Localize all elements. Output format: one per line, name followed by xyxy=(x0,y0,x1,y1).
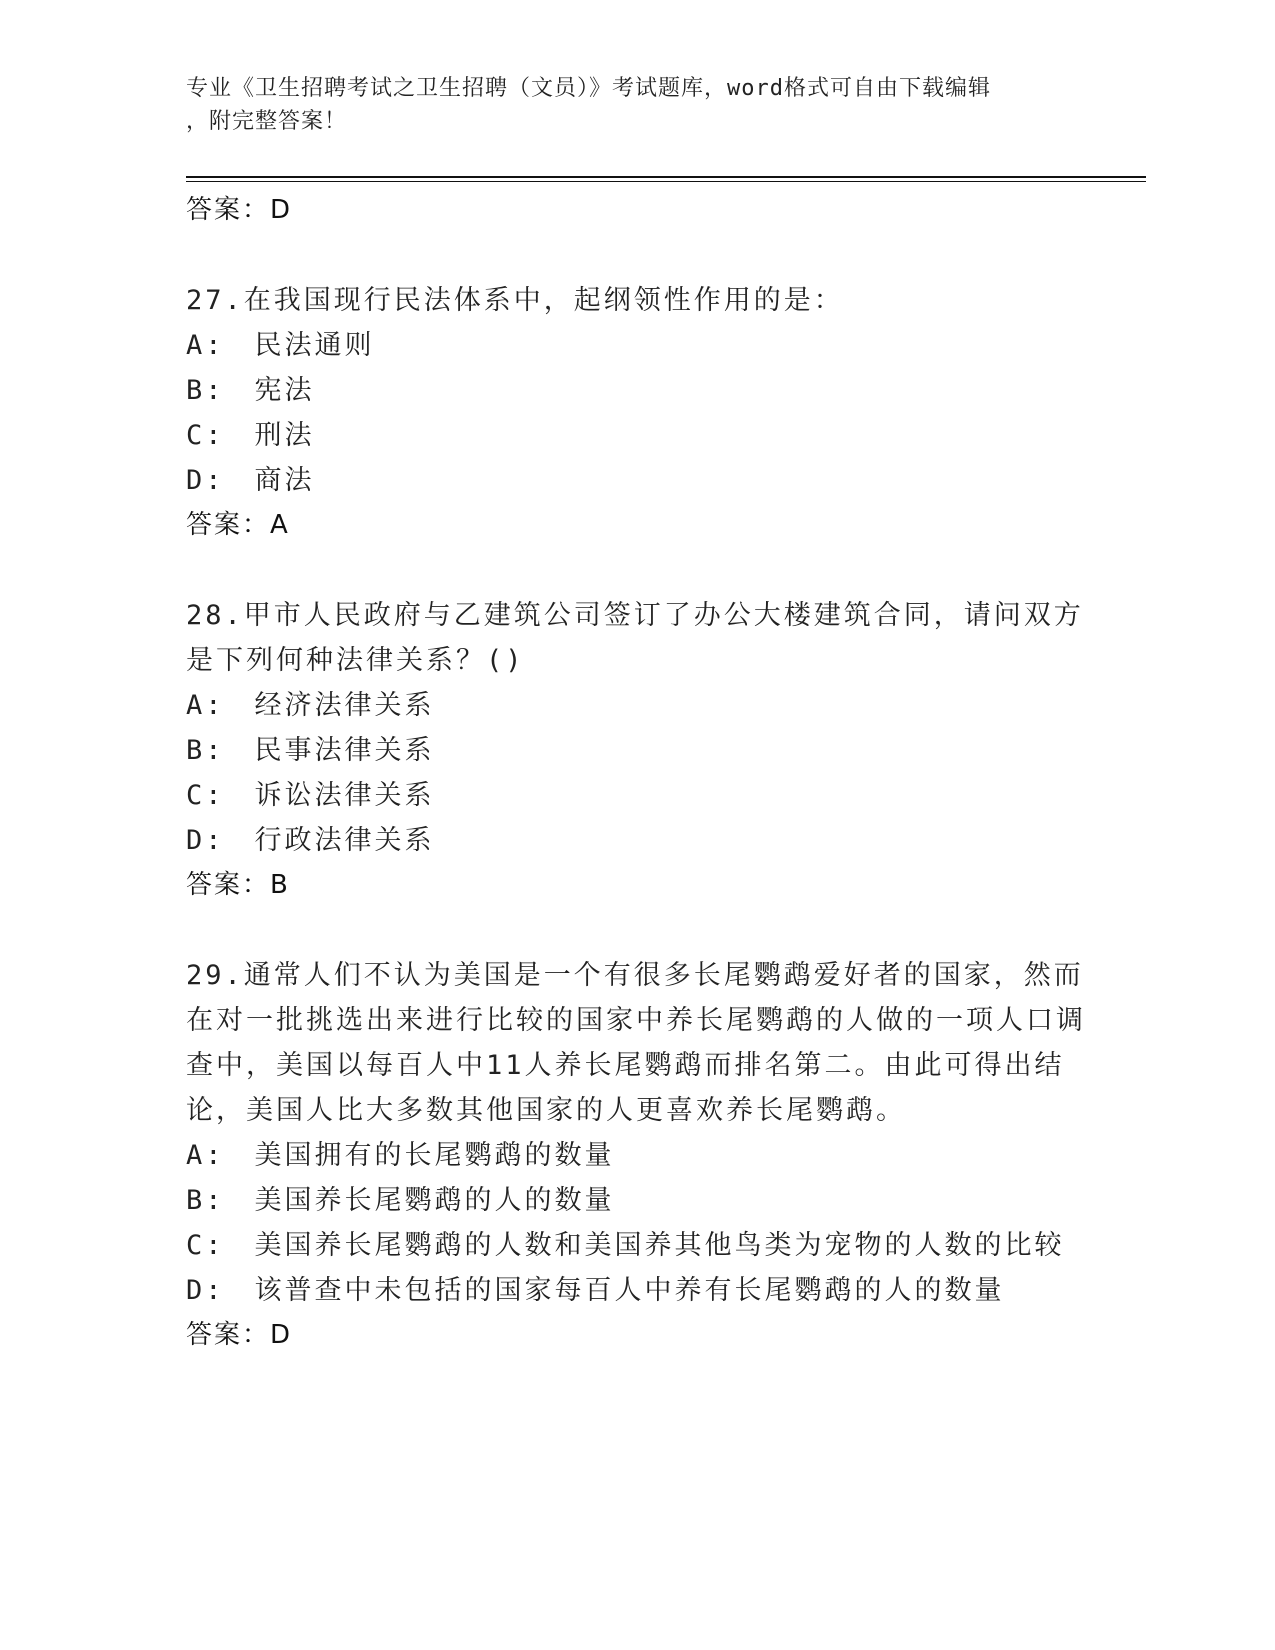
header-rule-thick xyxy=(186,176,1146,178)
previous-answer: 答案：D xyxy=(186,195,293,225)
answer-line: 答案：B xyxy=(186,870,290,900)
option-b: B: 美国养长尾鹦鹉的人的数量 xyxy=(186,1185,615,1216)
question-29 xyxy=(186,953,1086,1358)
option-a: A: 美国拥有的长尾鹦鹉的数量 xyxy=(186,1140,615,1171)
option-d: D: 行政法律关系 xyxy=(186,825,435,856)
question-text: 29.通常人们不认为美国是一个有很多长尾鹦鹉爱好者的国家，然而在对一批挑选出来进行比较的国家中养长尾鹦鹉的人做的一项人口调查中，美国以每百人中11人养长尾鹦鹉而排名第二。由此可得出结论，美国人比大多数其他国家的人更喜欢养长尾鹦鹉。 xyxy=(186,960,1086,1126)
header-line-2: ，附完整答案！ xyxy=(186,109,348,134)
page-header xyxy=(186,72,1066,138)
question-28 xyxy=(186,593,1086,908)
option-a: A: 经济法律关系 xyxy=(186,690,435,721)
header-rule-thin xyxy=(186,181,1146,182)
option-c: C: 诉讼法律关系 xyxy=(186,780,435,811)
option-c: C: 刑法 xyxy=(186,420,315,451)
option-b: B: 民事法律关系 xyxy=(186,735,435,766)
option-d: D: 商法 xyxy=(186,465,315,496)
option-d: D: 该普查中未包括的国家每百人中养有长尾鹦鹉的人的数量 xyxy=(186,1275,1005,1306)
answer-line: 答案：A xyxy=(186,510,290,540)
option-b: B: 宪法 xyxy=(186,375,315,406)
option-a: A: 民法通则 xyxy=(186,330,375,361)
question-text: 27.在我国现行民法体系中，起纲领性作用的是： xyxy=(186,285,844,316)
option-c: C: 美国养长尾鹦鹉的人数和美国养其他鸟类为宠物的人数的比较 xyxy=(186,1230,1065,1261)
document-body xyxy=(186,188,1086,1358)
question-text: 28.甲市人民政府与乙建筑公司签订了办公大楼建筑合同，请问双方是下列何种法律关系？() xyxy=(186,600,1084,676)
question-27 xyxy=(186,278,1086,548)
answer-line: 答案：D xyxy=(186,1320,293,1350)
header-line-1: 专业《卫生招聘考试之卫生招聘（文员）》考试题库，word格式可自由下载编辑 xyxy=(186,76,991,101)
